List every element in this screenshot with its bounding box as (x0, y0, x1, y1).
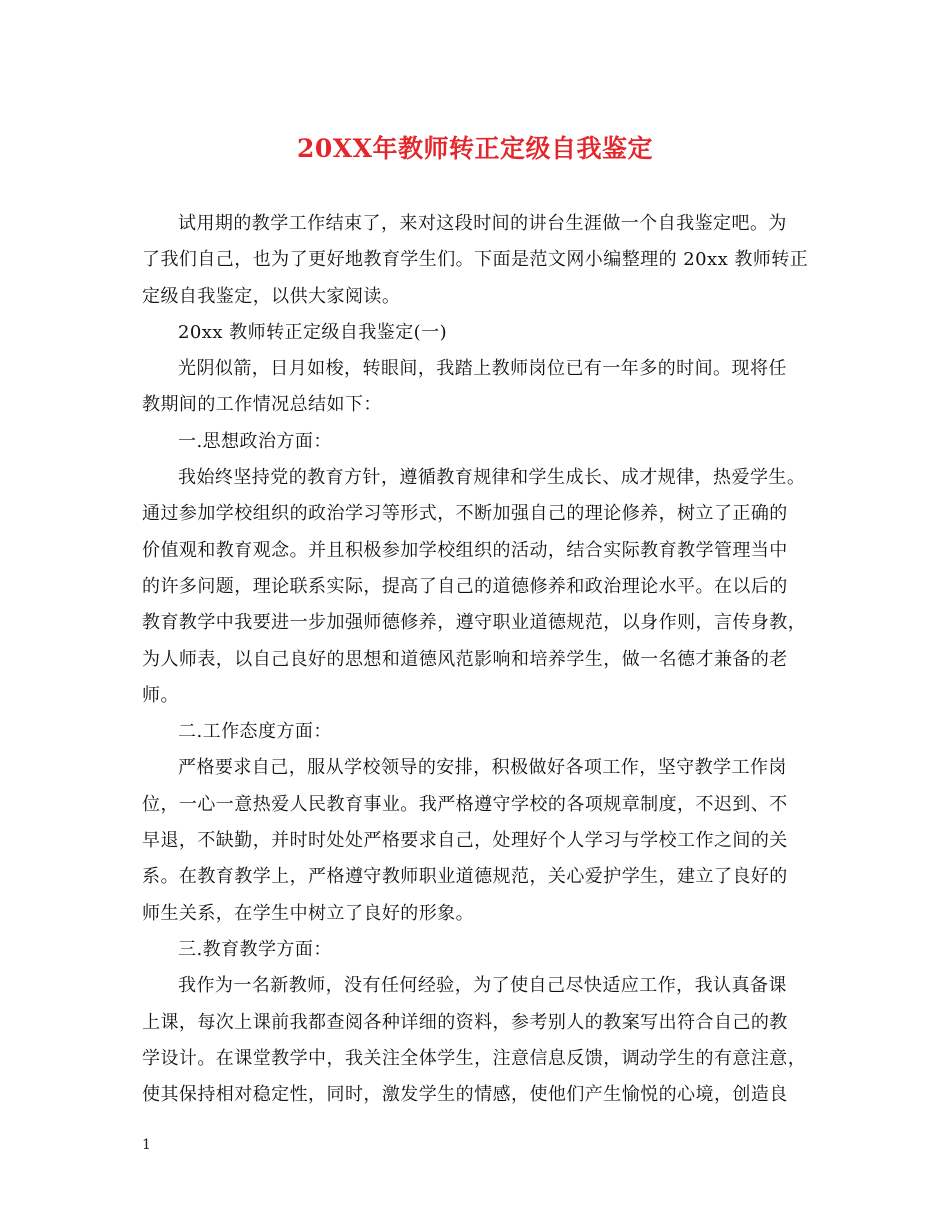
section-heading-political (142, 424, 824, 460)
paragraph-teaching (142, 968, 824, 1113)
text-line: 系。在教育教学上，严格遵守教师职业道德规范，关心爱护学生，建立了良好的 (142, 866, 788, 888)
text-line: 师生关系，在学生中树立了良好的形象。 (142, 902, 475, 924)
text-line: 为人师表，以自己良好的思想和道德风范影响和培养学生，做一名德才兼备的老 (142, 648, 788, 670)
text-line: 教育教学中我要进一步加强师德修养，遵守职业道德规范，以身作则，言传身教， (142, 612, 807, 634)
text-line: 严格要求自己，服从学校领导的安排，积极做好各项工作，坚守教学工作岗 (178, 757, 787, 779)
page-number: 1 (142, 1137, 151, 1153)
text-line: 20xx 教师转正定级自我鉴定(一) (178, 321, 448, 343)
text-line: 使其保持相对稳定性，同时，激发学生的情感，使他们产生愉悦的心境，创造良 (142, 1084, 788, 1106)
paragraph-intro (142, 206, 824, 315)
paragraph-political (142, 460, 824, 714)
text-line: 师。 (142, 684, 179, 706)
text-line: 位，一心一意热爱人民教育事业。我严格遵守学校的各项规章制度，不迟到、不 (142, 793, 788, 815)
text-line: 三.教育教学方面： (178, 938, 332, 960)
text-line: 上课，每次上课前我都查阅各种详细的资料，参考别人的教案写出符合自己的教 (142, 1011, 788, 1033)
text-line: 二.工作态度方面： (178, 721, 332, 743)
text-line: 教期间的工作情况总结如下： (142, 394, 382, 416)
text-line: 我作为一名新教师，没有任何经验，为了使自己尽快适应工作，我认真备课 (178, 975, 787, 997)
text-line: 了我们自己，也为了更好地教育学生们。下面是范文网小编整理的 20xx 教师转正 (142, 249, 809, 271)
paragraph-attitude (142, 750, 824, 931)
document-body (142, 206, 824, 1113)
text-line: 的许多问题，理论联系实际，提高了自己的道德修养和政治理论水平。在以后的 (142, 575, 788, 597)
text-line: 学设计。在课堂教学中，我关注全体学生，注意信息反馈，调动学生的有意注意， (142, 1047, 807, 1069)
text-line: 通过参加学校组织的政治学习等形式，不断加强自己的理论修养，树立了正确的 (142, 503, 788, 525)
section-heading-part-one (142, 315, 824, 351)
paragraph-overview (142, 351, 824, 424)
text-line: 试用期的教学工作结束了，来对这段时间的讲台生涯做一个自我鉴定吧。为 (178, 213, 787, 234)
text-line: 光阴似箭，日月如梭，转眼间，我踏上教师岗位已有一年多的时间。现将任 (178, 358, 787, 380)
text-line: 一.思想政治方面： (178, 430, 332, 452)
section-heading-teaching (142, 932, 824, 968)
text-line: 定级自我鉴定，以供大家阅读。 (142, 285, 401, 307)
text-line: 早退，不缺勤，并时时处处严格要求自己，处理好个人学习与学校工作之间的关 (142, 830, 788, 852)
document-title: 20XX年教师转正定级自我鉴定 (296, 134, 654, 163)
text-line: 价值观和教育观念。并且积极参加学校组织的活动，结合实际教育教学管理当中 (142, 539, 788, 561)
text-line: 我始终坚持党的教育方针，遵循教育规律和学生成长、成才规律，热爱学生。 (178, 467, 806, 489)
section-heading-attitude (142, 714, 824, 750)
